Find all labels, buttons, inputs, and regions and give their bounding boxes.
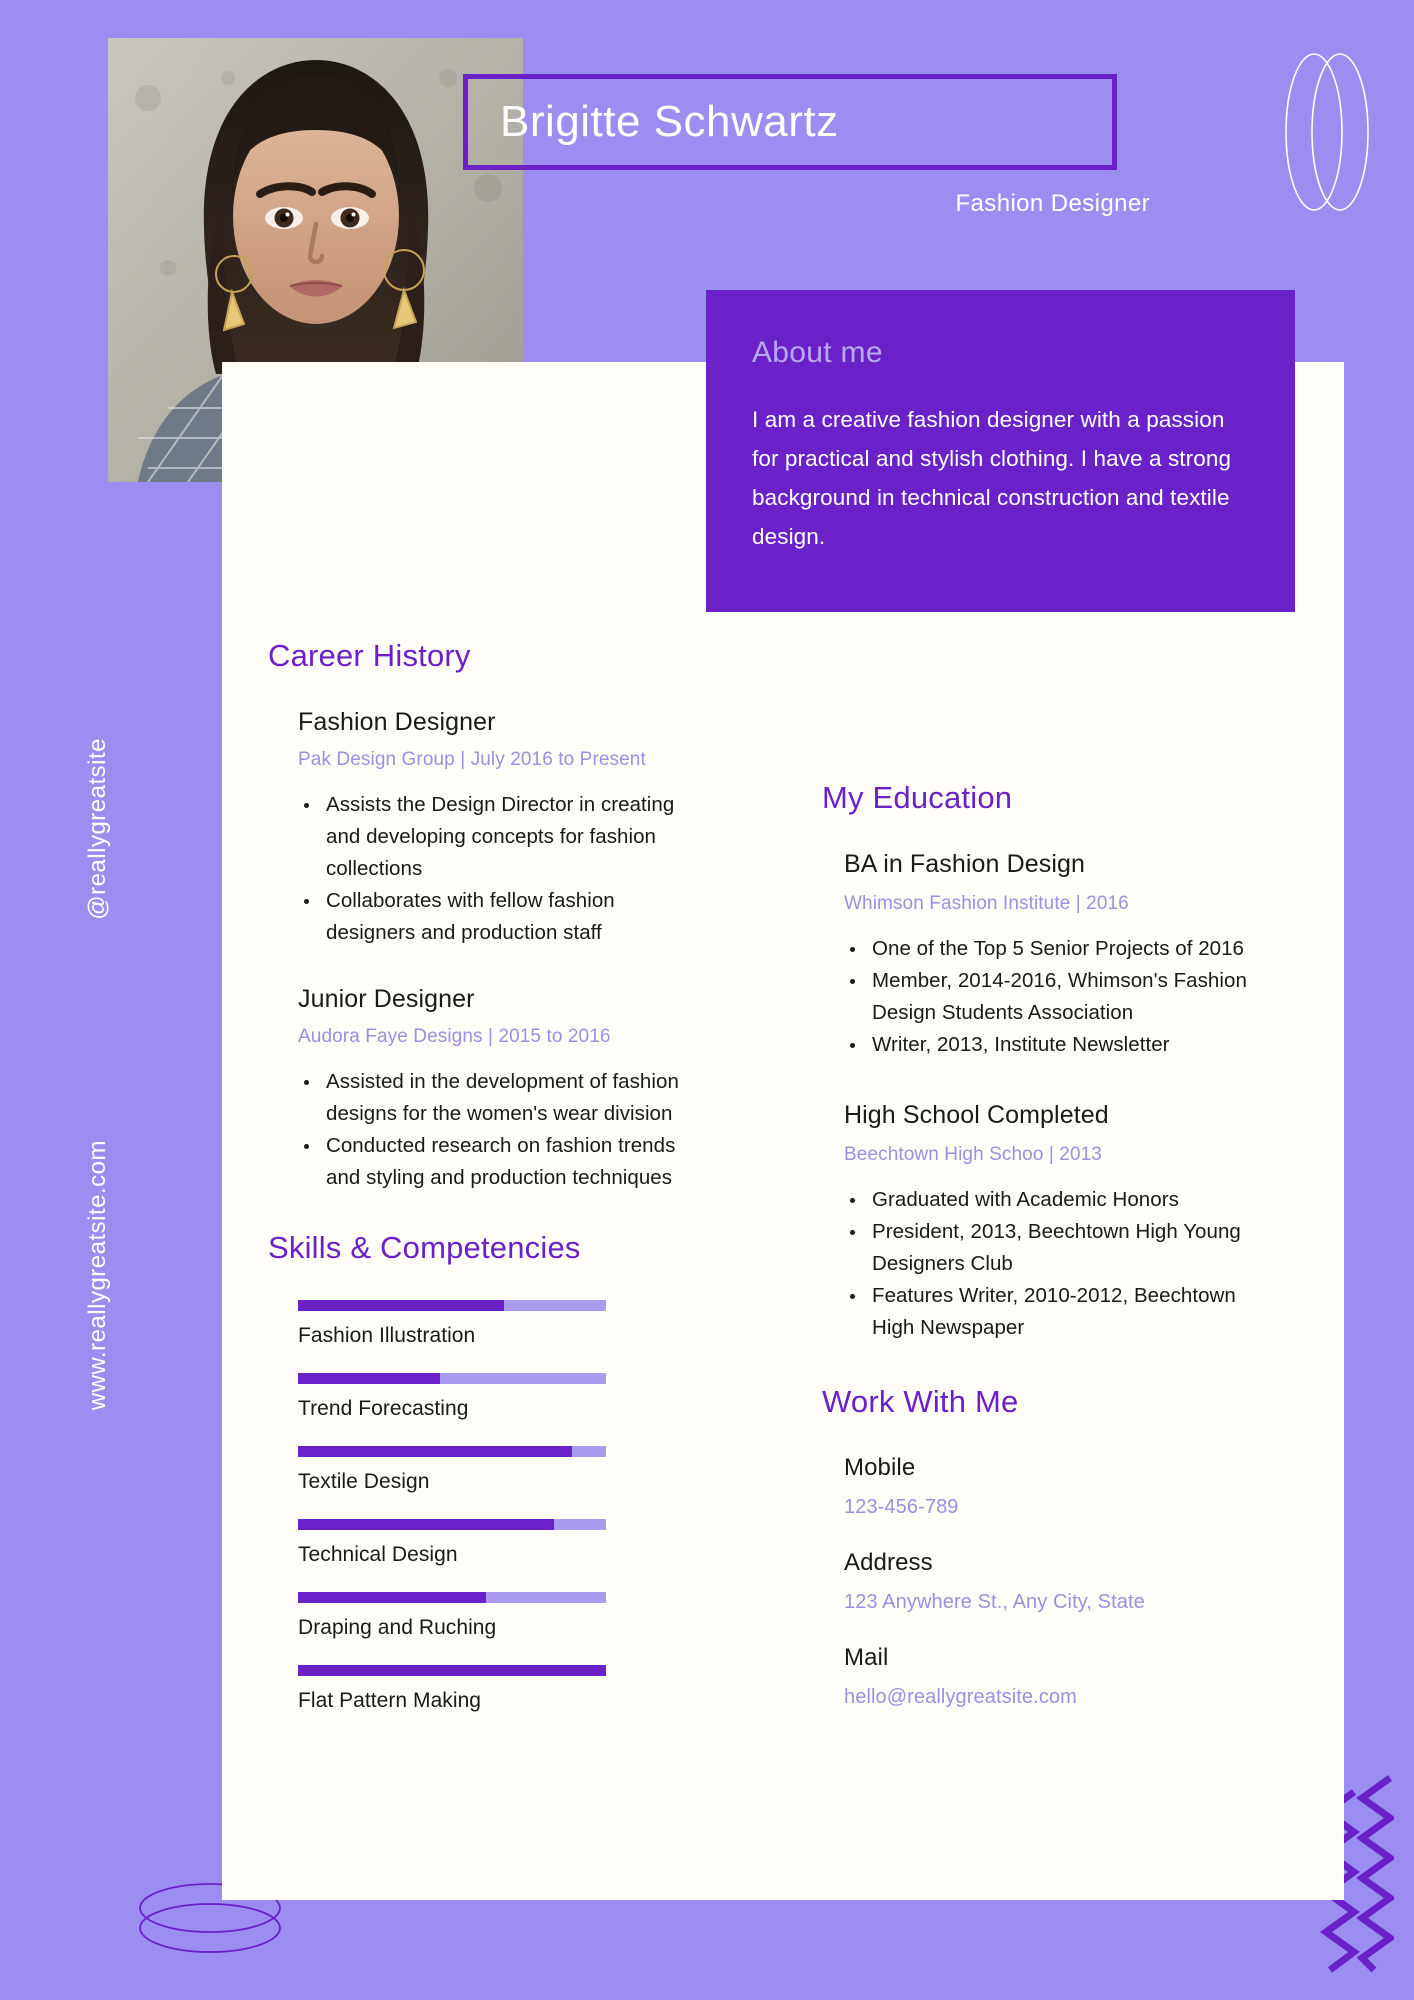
list-item: Member, 2014-2016, Whimson's Fashion Design Students Association bbox=[844, 965, 1272, 1029]
skill-bar-fill bbox=[298, 1592, 486, 1603]
contact-label: Mail bbox=[844, 1644, 889, 1671]
skill-row bbox=[298, 1446, 698, 1494]
skill-row bbox=[298, 1665, 698, 1713]
skill-bar-fill bbox=[298, 1665, 606, 1676]
job-bullets bbox=[298, 789, 698, 949]
education-title: BA in Fashion Design bbox=[844, 850, 1086, 878]
list-item: One of the Top 5 Senior Projects of 2016 bbox=[844, 933, 1272, 965]
skill-bar bbox=[298, 1592, 606, 1603]
list-item: Writer, 2013, Institute Newsletter bbox=[844, 1029, 1272, 1061]
skill-bar-fill bbox=[298, 1300, 504, 1311]
job-meta: Pak Design Group | July 2016 to Present bbox=[298, 749, 646, 770]
contact-label: Mobile bbox=[844, 1454, 916, 1481]
list-item: President, 2013, Beechtown High Young Designers Club bbox=[844, 1216, 1272, 1280]
ellipses-decoration-icon bbox=[1284, 52, 1370, 212]
skill-bar-fill bbox=[298, 1446, 572, 1457]
skill-label: Technical Design bbox=[298, 1543, 458, 1566]
skill-bar-fill bbox=[298, 1373, 440, 1384]
skill-row bbox=[298, 1373, 698, 1421]
list-item: Graduated with Academic Honors bbox=[844, 1184, 1272, 1216]
skills-heading: Skills & Competencies bbox=[268, 1230, 581, 1265]
education-entry bbox=[844, 1101, 1272, 1344]
contact-value[interactable]: hello@reallygreatsite.com bbox=[844, 1686, 1077, 1708]
career-entry bbox=[298, 985, 698, 1194]
list-item: Conducted research on fashion trends and styling and production techniques bbox=[298, 1130, 698, 1194]
skill-label: Draping and Ruching bbox=[298, 1616, 497, 1639]
skill-row bbox=[298, 1592, 698, 1640]
skill-bar-fill bbox=[298, 1519, 554, 1530]
page-title: Brigitte Schwartz bbox=[500, 97, 839, 146]
skill-bar bbox=[298, 1665, 606, 1676]
skill-label: Fashion Illustration bbox=[298, 1324, 476, 1347]
list-item: Assisted in the development of fashion designs for the women's wear division bbox=[298, 1066, 698, 1130]
right-column bbox=[822, 780, 1272, 1739]
left-column bbox=[268, 638, 698, 1738]
social-handle-vertical: @reallygreatsite bbox=[84, 738, 111, 920]
job-meta: Audora Faye Designs | 2015 to 2016 bbox=[298, 1026, 611, 1047]
job-title: Junior Designer bbox=[298, 985, 475, 1013]
education-meta: Whimson Fashion Institute | 2016 bbox=[844, 893, 1129, 914]
contact-address bbox=[844, 1549, 1272, 1614]
job-role-subtitle: Fashion Designer bbox=[955, 190, 1150, 217]
website-vertical: www.reallygreatsite.com bbox=[84, 1140, 111, 1411]
about-me-heading: About me bbox=[752, 336, 883, 369]
skill-bar bbox=[298, 1519, 606, 1530]
education-bullets bbox=[844, 933, 1272, 1061]
education-meta: Beechtown High Schoo | 2013 bbox=[844, 1144, 1102, 1165]
contact-value[interactable]: 123-456-789 bbox=[844, 1496, 959, 1518]
contact-value: 123 Anywhere St., Any City, State bbox=[844, 1591, 1145, 1613]
job-title: Fashion Designer bbox=[298, 708, 496, 736]
skill-row bbox=[298, 1300, 698, 1348]
list-item: Features Writer, 2010-2012, Beechtown High Newspaper bbox=[844, 1280, 1272, 1344]
skill-bar bbox=[298, 1373, 606, 1384]
career-history-heading: Career History bbox=[268, 638, 471, 673]
contact-mobile bbox=[844, 1454, 1272, 1519]
skill-label: Flat Pattern Making bbox=[298, 1689, 482, 1712]
list-item: Collaborates with fellow fashion designers and production staff bbox=[298, 885, 698, 949]
education-title: High School Completed bbox=[844, 1101, 1109, 1129]
career-entry bbox=[298, 708, 698, 949]
skill-bar bbox=[298, 1300, 606, 1311]
education-heading: My Education bbox=[822, 780, 1013, 815]
contact-label: Address bbox=[844, 1549, 933, 1576]
about-me-card bbox=[706, 290, 1295, 612]
skill-bar bbox=[298, 1446, 606, 1457]
education-entry bbox=[844, 850, 1272, 1061]
contact-mail bbox=[844, 1644, 1272, 1709]
skill-label: Trend Forecasting bbox=[298, 1397, 469, 1420]
about-me-body: I am a creative fashion designer with a passion for practical and stylish clothing. I have a strong background in technical construction and textile design. bbox=[752, 407, 1232, 549]
contact-heading: Work With Me bbox=[822, 1384, 1019, 1419]
skill-row bbox=[298, 1519, 698, 1567]
job-bullets bbox=[298, 1066, 698, 1194]
education-bullets bbox=[844, 1184, 1272, 1344]
skill-label: Textile Design bbox=[298, 1470, 430, 1493]
list-item: Assists the Design Director in creating and developing concepts for fashion collections bbox=[298, 789, 698, 885]
